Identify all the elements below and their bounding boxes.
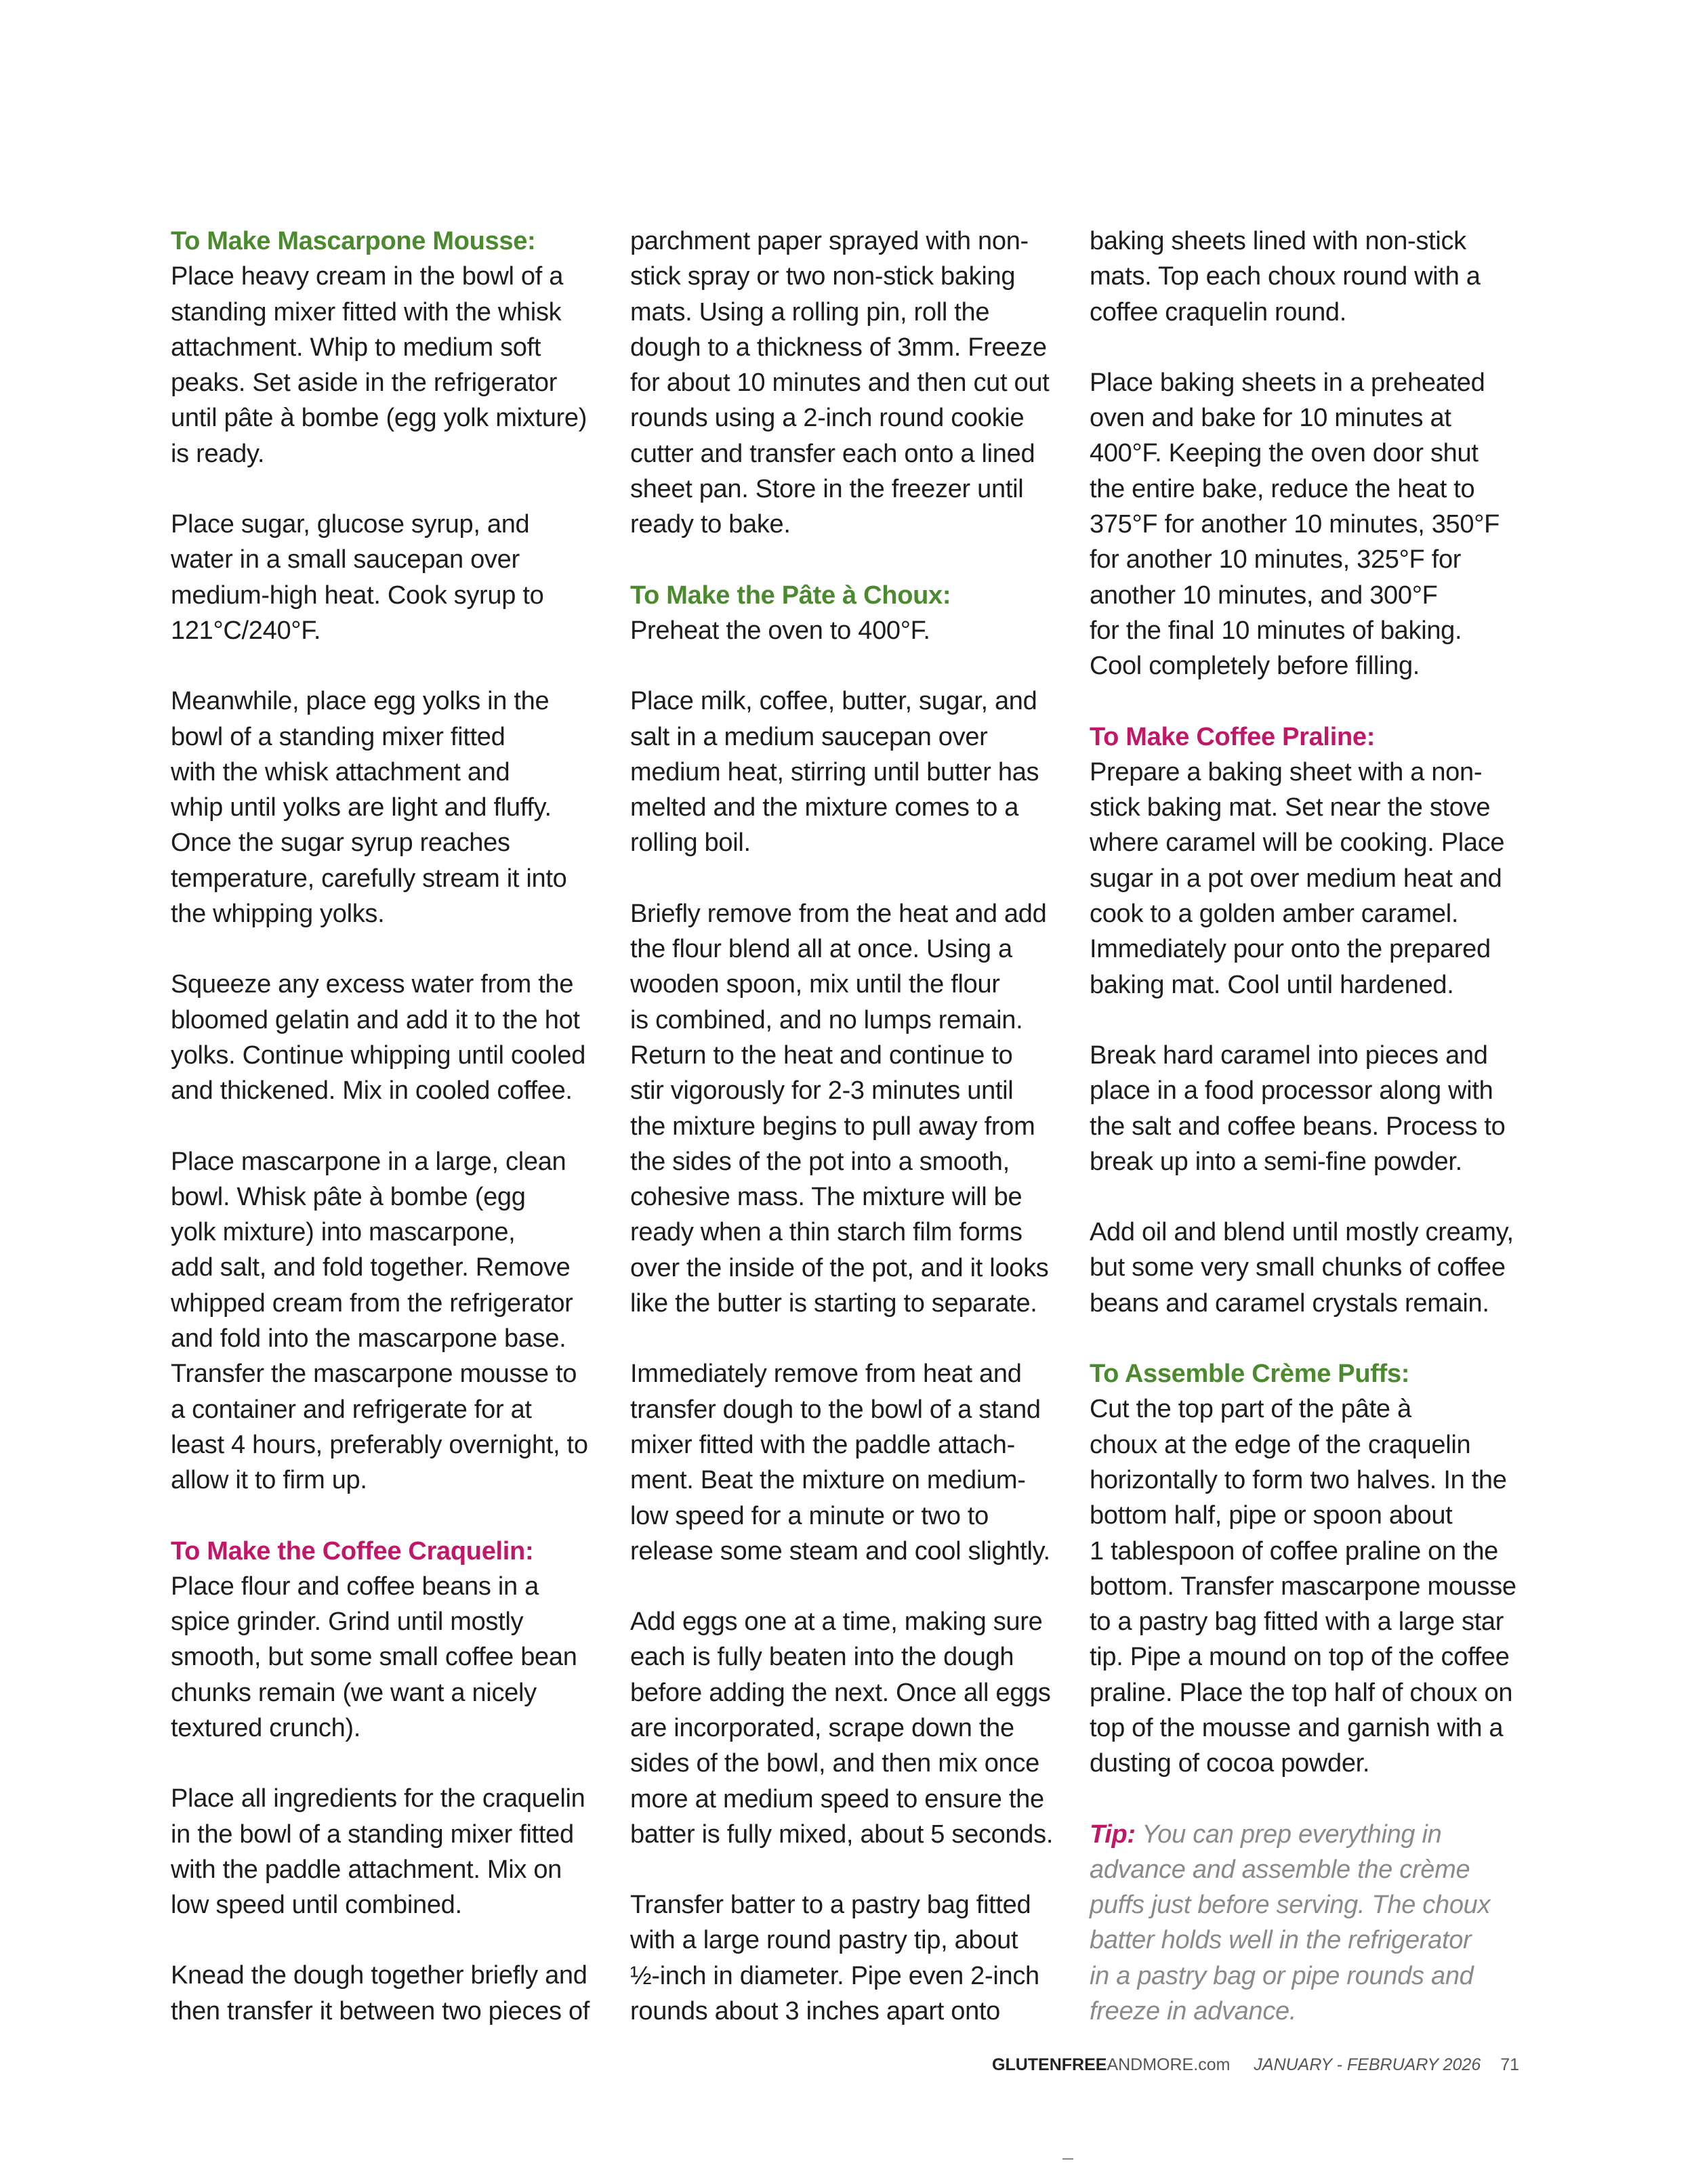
- text-line: yolk mixture) into mascarpone,: [171, 1218, 516, 1247]
- text-line: and fold into the mascarpone base.: [171, 1324, 566, 1353]
- text-line: Squeeze any excess water from the: [171, 970, 574, 999]
- recipe-paragraph: [630, 1887, 1064, 2029]
- text-line: low speed for a minute or two to: [630, 1501, 989, 1530]
- text-line: low speed until combined.: [171, 1891, 462, 1920]
- recipe-paragraph: [630, 578, 1064, 649]
- text-line: water in a small saucepan over: [171, 545, 520, 574]
- text-line: spice grinder. Grind until mostly: [171, 1608, 524, 1637]
- text-line: Cool completely before filling.: [1090, 652, 1420, 681]
- text-line: bowl of a standing mixer fitted: [171, 722, 505, 751]
- text-line: Place flour and coffee beans in a: [171, 1572, 539, 1601]
- text-line: Place mascarpone in a large, clean: [171, 1147, 566, 1176]
- text-line: Knead the dough together briefly and: [171, 1961, 587, 1990]
- text-line: stick baking mat. Set near the stove: [1090, 793, 1491, 822]
- column-2: [630, 224, 1064, 2064]
- recipe-paragraph: [171, 967, 604, 1108]
- text-line: ment. Beat the mixture on medium-: [630, 1466, 1026, 1495]
- text-line: is ready.: [171, 439, 265, 468]
- recipe-paragraph: [630, 1356, 1064, 1569]
- text-line: for about 10 minutes and then cut out: [630, 369, 1050, 398]
- tip-block: [1090, 1817, 1523, 2030]
- text-line: Place sugar, glucose syrup, and: [171, 510, 530, 539]
- text-line: the sides of the pot into a smooth,: [630, 1147, 1010, 1176]
- text-line: cutter and transfer each onto a lined: [630, 439, 1035, 468]
- text-line: mats. Using a rolling pin, roll the: [630, 297, 990, 327]
- text-line: more at medium speed to ensure the: [630, 1784, 1044, 1813]
- text-line: textured crunch).: [171, 1713, 361, 1742]
- text-line: over the inside of the pot, and it looks: [630, 1253, 1049, 1282]
- text-line: baking mat. Cool until hardened.: [1090, 970, 1454, 999]
- text-line: place in a food processor along with: [1090, 1076, 1493, 1106]
- text-line: tip. Pipe a mound on top of the coffee: [1090, 1643, 1510, 1672]
- text-line: 400°F. Keeping the oven door shut: [1090, 439, 1479, 468]
- text-line: Once the sugar syrup reaches: [171, 828, 510, 858]
- text-line: Preheat the oven to 400°F.: [630, 616, 930, 645]
- text-line: Immediately remove from heat and: [630, 1360, 1022, 1389]
- text-line: salt in a medium saucepan over: [630, 722, 988, 751]
- text-line: Break hard caramel into pieces and: [1090, 1041, 1488, 1070]
- tip-line: advance and assemble the crème: [1090, 1855, 1470, 1884]
- text-line: with the paddle attachment. Mix on: [171, 1855, 562, 1884]
- text-line: in the bowl of a standing mixer fitted: [171, 1820, 574, 1849]
- text-line: sides of the bowl, and then mix once: [630, 1749, 1039, 1778]
- section-heading: To Make Mascarpone Mousse:: [171, 227, 536, 255]
- text-line: bottom half, pipe or spoon about: [1090, 1501, 1453, 1530]
- text-line: stick spray or two non-stick baking: [630, 262, 1016, 291]
- text-line: cook to a golden amber caramel.: [1090, 900, 1459, 929]
- recipe-paragraph: [1090, 1356, 1523, 1782]
- text-line: Return to the heat and continue to: [630, 1041, 1013, 1070]
- text-line: to a pastry bag fitted with a large star: [1090, 1608, 1504, 1637]
- text-line: the flour blend all at once. Using a: [630, 935, 1012, 964]
- text-line: bottom. Transfer mascarpone mousse: [1090, 1572, 1516, 1601]
- text-line: coffee craquelin round.: [1090, 297, 1347, 327]
- text-line: another 10 minutes, and 300°F: [1090, 581, 1438, 610]
- recipe-paragraph: [1090, 224, 1523, 330]
- text-line: bloomed gelatin and add it to the hot: [171, 1005, 580, 1034]
- tip-label: Tip:: [1090, 1820, 1136, 1849]
- text-line: dough to a thickness of 3mm. Freeze: [630, 333, 1047, 362]
- text-line: are incorporated, scrape down the: [630, 1713, 1014, 1742]
- text-line: sheet pan. Store in the freezer until: [630, 475, 1024, 504]
- text-line: ready when a thin starch film forms: [630, 1218, 1022, 1247]
- text-line: transfer dough to the bowl of a stand: [630, 1395, 1041, 1424]
- page-number: 71: [1500, 2055, 1519, 2074]
- column-3: [1090, 224, 1523, 2064]
- text-line: parchment paper sprayed with non-: [630, 227, 1029, 255]
- recipe-paragraph: [1090, 365, 1523, 684]
- text-line: mixer fitted with the paddle attach-: [630, 1430, 1015, 1459]
- text-line: Cut the top part of the pâte à: [1090, 1395, 1411, 1424]
- text-line: Immediately pour onto the prepared: [1090, 935, 1491, 964]
- text-line: batter is fully mixed, about 5 seconds.: [630, 1820, 1054, 1849]
- tip-line: batter holds well in the refrigerator: [1090, 1926, 1472, 1955]
- text-line: stir vigorously for 2-3 minutes until: [630, 1076, 1014, 1106]
- text-line: least 4 hours, preferably overnight, to: [171, 1430, 588, 1459]
- text-line: sugar in a pot over medium heat and: [1090, 864, 1502, 893]
- text-line: is combined, and no lumps remain.: [630, 1005, 1023, 1034]
- footer-site-suffix: .com: [1193, 2055, 1231, 2074]
- text-line: choux at the edge of the craquelin: [1090, 1430, 1471, 1459]
- text-line: whip until yolks are light and fluffy.: [171, 793, 552, 822]
- text-line: the salt and coffee beans. Process to: [1090, 1112, 1506, 1141]
- recipe-paragraph: [1090, 719, 1523, 1003]
- text-line: oven and bake for 10 minutes at: [1090, 404, 1451, 433]
- tip-line: freeze in advance.: [1090, 1997, 1297, 2026]
- recipe-paragraph: [630, 896, 1064, 1322]
- text-line: like the butter is starting to separate.: [630, 1289, 1037, 1318]
- text-line: bowl. Whisk pâte à bombe (egg: [171, 1182, 526, 1211]
- text-line: peaks. Set aside in the refrigerator: [171, 369, 558, 398]
- text-line: 375°F for another 10 minutes, 350°F: [1090, 510, 1500, 539]
- text-line: chunks remain (we want a nicely: [171, 1678, 537, 1707]
- text-line: praline. Place the top half of choux on: [1090, 1678, 1513, 1707]
- text-line: the entire bake, reduce the heat to: [1090, 474, 1475, 503]
- text-line: Add eggs one at a time, making sure: [630, 1608, 1043, 1637]
- text-line: for another 10 minutes, 325°F for: [1090, 545, 1462, 574]
- text-line: mats. Top each choux round with a: [1090, 262, 1481, 291]
- recipe-paragraph: [1090, 1038, 1523, 1179]
- text-line: ready to bake.: [630, 510, 791, 539]
- text-line: and thickened. Mix in cooled coffee.: [171, 1076, 573, 1106]
- text-line: rounds using a 2-inch round cookie: [630, 404, 1025, 433]
- text-line: baking sheets lined with non-stick: [1090, 227, 1466, 255]
- text-line: each is fully beaten into the dough: [630, 1643, 1014, 1672]
- text-line: Place all ingredients for the craquelin: [171, 1784, 585, 1813]
- text-line: before adding the next. Once all eggs: [630, 1678, 1051, 1707]
- recipe-paragraph: [171, 507, 604, 648]
- text-line: Place heavy cream in the bowl of a: [171, 262, 564, 291]
- text-line: with a large round pastry tip, about: [630, 1926, 1018, 1955]
- text-line: beans and caramel crystals remain.: [1090, 1288, 1489, 1318]
- text-line: Transfer the mascarpone mousse to: [171, 1360, 577, 1389]
- text-line: wooden spoon, mix until the flour: [630, 970, 1000, 999]
- tip-line: puffs just before serving. The choux: [1090, 1891, 1491, 1920]
- footer-issue-date: JANUARY - FEBRUARY 2026: [1254, 2055, 1481, 2074]
- text-line: medium-high heat. Cook syrup to: [171, 581, 544, 610]
- text-line: ½-inch in diameter. Pipe even 2-inch: [630, 1961, 1039, 1990]
- section-heading: To Assemble Crème Puffs:: [1090, 1360, 1410, 1389]
- recipe-paragraph: [171, 1144, 604, 1498]
- recipe-paragraph: [171, 1534, 604, 1746]
- text-line: Prepare a baking sheet with a non-: [1090, 757, 1483, 786]
- text-line: Place milk, coffee, butter, sugar, and: [630, 687, 1037, 716]
- text-line: break up into a semi-fine powder.: [1090, 1147, 1462, 1176]
- text-line: dusting of cocoa powder.: [1090, 1749, 1370, 1778]
- text-line: but some very small chunks of coffee: [1090, 1253, 1506, 1282]
- text-line: rounds about 3 inches apart onto: [630, 1997, 1001, 2026]
- tip-line: in a pastry bag or pipe rounds and: [1090, 1961, 1474, 1990]
- text-line: then transfer it between two pieces of: [171, 1996, 590, 2025]
- recipe-paragraph: [171, 684, 604, 931]
- text-line: the mixture begins to pull away from: [630, 1112, 1035, 1141]
- recipe-paragraph: [171, 1781, 604, 1923]
- recipe-paragraph: [630, 224, 1064, 543]
- text-line: 121°C/240°F.: [171, 616, 321, 645]
- footer-site-bold: GLUTENFREE: [992, 2055, 1107, 2074]
- recipe-paragraph: [630, 1604, 1064, 1852]
- tip-line: [1090, 1817, 1523, 1852]
- text-line: Place baking sheets in a preheated: [1090, 368, 1485, 397]
- text-line: cohesive mass. The mixture will be: [630, 1183, 1022, 1212]
- text-line: with the whisk attachment and: [171, 757, 510, 786]
- text-line: until pâte à bombe (egg yolk mixture): [171, 404, 587, 433]
- text-line: whipped cream from the refrigerator: [171, 1288, 573, 1318]
- text-line: Transfer batter to a pastry bag fitted: [630, 1891, 1031, 1920]
- page-footer: [992, 2055, 1519, 2075]
- text-line: add salt, and fold together. Remove: [171, 1253, 571, 1282]
- text-line: a container and refrigerate for at: [171, 1395, 532, 1424]
- text-line: smooth, but some small coffee bean: [171, 1643, 577, 1672]
- column-1: [171, 224, 604, 2064]
- text-line: medium heat, stirring until butter has: [630, 757, 1039, 786]
- text-line: standing mixer fitted with the whisk: [171, 297, 562, 327]
- tip-text: You can prep everything in: [1142, 1820, 1442, 1849]
- text-line: attachment. Whip to medium soft: [171, 333, 541, 362]
- text-line: yolks. Continue whipping until cooled: [171, 1041, 586, 1070]
- footer-site-light: ANDMORE: [1107, 2055, 1194, 2074]
- text-line: Briefly remove from the heat and add: [630, 899, 1047, 928]
- text-line: top of the mousse and garnish with a: [1090, 1713, 1504, 1742]
- text-line: melted and the mixture comes to a: [630, 793, 1019, 822]
- bottom-divider: [1062, 2158, 1073, 2160]
- section-heading: To Make Coffee Praline:: [1090, 722, 1376, 751]
- text-line: horizontally to form two halves. In the: [1090, 1465, 1507, 1494]
- text-line: where caramel will be cooking. Place: [1090, 828, 1505, 858]
- section-heading: To Make the Pâte à Choux:: [630, 581, 951, 610]
- text-line: Meanwhile, place egg yolks in the: [171, 687, 550, 716]
- text-line: Add oil and blend until mostly creamy,: [1090, 1218, 1514, 1247]
- text-line: 1 tablespoon of coffee praline on the: [1090, 1536, 1499, 1566]
- recipe-paragraph: [171, 224, 604, 471]
- text-line: for the final 10 minutes of baking.: [1090, 616, 1462, 645]
- section-heading: To Make the Coffee Craquelin:: [171, 1536, 534, 1566]
- recipe-paragraph: [171, 1958, 604, 2029]
- text-line: allow it to firm up.: [171, 1466, 367, 1495]
- recipe-paragraph: [1090, 1215, 1523, 1321]
- text-line: temperature, carefully stream it into: [171, 864, 567, 893]
- text-line: the whipping yolks.: [171, 900, 385, 929]
- text-line: rolling boil.: [630, 828, 751, 858]
- text-line: release some steam and cool slightly.: [630, 1536, 1050, 1566]
- recipe-paragraph: [630, 684, 1064, 860]
